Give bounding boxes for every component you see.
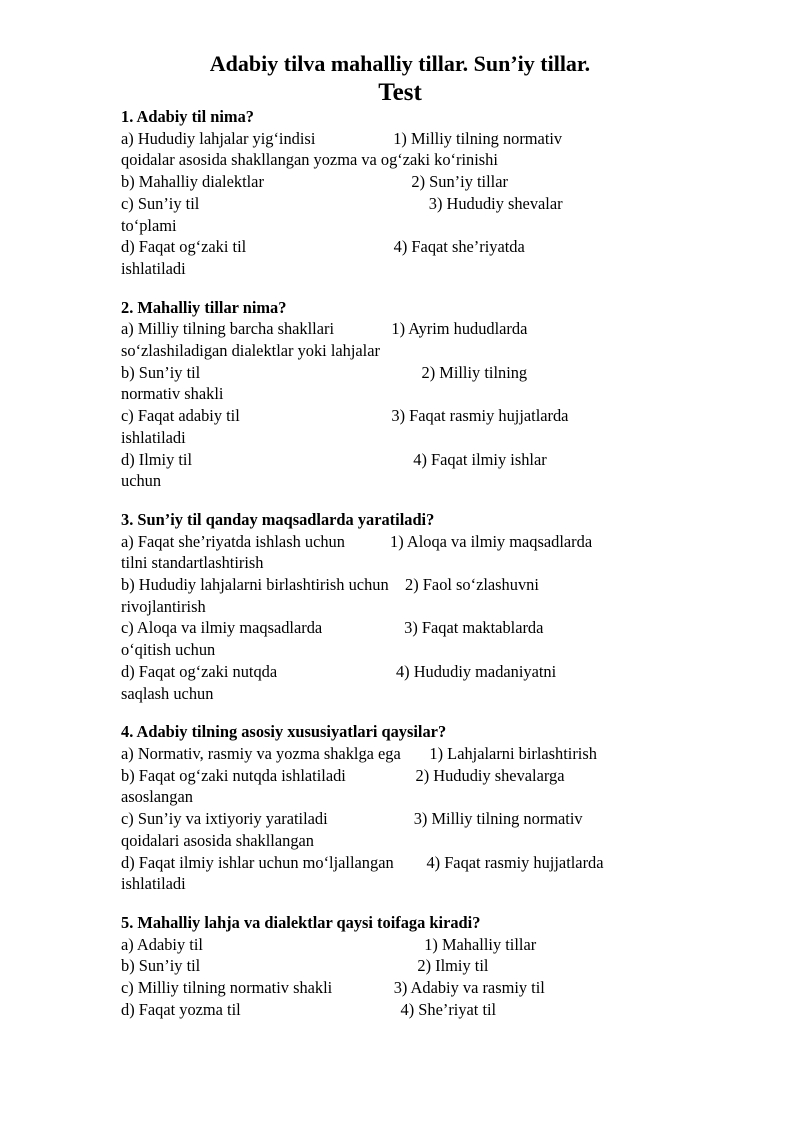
answer-line: c) Milliy tilning normativ shakli 3) Adabiy va rasmiy til [121, 978, 545, 998]
answer-line: qoidalari asosida shakllangan [121, 830, 314, 850]
answer-line: b) Sun’iy til 2) Ilmiy til [121, 956, 489, 976]
question-title: 2. Mahalliy tillar nima? [121, 297, 287, 317]
answer-line: d) Faqat og‘zaki til 4) Faqat she’riyatda [121, 237, 525, 257]
answer-line: d) Faqat og‘zaki nutqda 4) Hududiy madaniyatni [121, 661, 557, 681]
question-title: 3. Sun’iy til qanday maqsadlarda yaratiladi? [121, 509, 435, 529]
answer-line: d) Faqat ilmiy ishlar uchun mo‘ljallangan 4) Faqat rasmiy hujjatlarda [121, 852, 604, 872]
answer-line: to‘plami [121, 215, 177, 235]
answer-line: normativ shakli [121, 384, 224, 404]
answer-line: a) Hududiy lahjalar yig‘indisi 1) Milliy tilning normativ [121, 128, 563, 148]
answer-line: asoslangan [121, 787, 193, 807]
answer-line: uchun [121, 471, 162, 491]
answer-line: tilni standartlashtirish [121, 553, 264, 573]
question-4 [121, 721, 681, 895]
answer-line: rivojlantirish [121, 596, 206, 616]
answer-line: a) Adabiy til 1) Mahalliy tillar [121, 934, 537, 954]
answer-line: b) Hududiy lahjalarni birlashtirish uchun 2) Faol so‘zlashuvni [121, 575, 539, 595]
question-title: 5. Mahalliy lahja va dialektlar qaysi toifaga kiradi? [121, 912, 481, 932]
answer-line: b) Faqat og‘zaki nutqda ishlatiladi 2) Hududiy shevalarga [121, 765, 565, 785]
answer-line: ishlatiladi [121, 427, 186, 447]
answer-line: a) Milliy tilning barcha shakllari 1) Ayrim hududlarda [121, 319, 528, 339]
answer-line: a) Normativ, rasmiy va yozma shaklga ega 1) Lahjalarni birlashtirish [121, 743, 597, 763]
answer-line: a) Faqat she’riyatda ishlash uchun 1) Aloqa va ilmiy maqsadlarda [121, 531, 593, 551]
question-1 [121, 106, 681, 280]
answer-line: d) Ilmiy til 4) Faqat ilmiy ishlar [121, 449, 547, 469]
answer-line: c) Aloqa va ilmiy maqsadlarda 3) Faqat maktablarda [121, 618, 544, 638]
document-title: Adabiy tilva mahalliy tillar. Sun’iy tillar. [209, 51, 591, 76]
question-2 [121, 297, 681, 492]
answer-line: c) Sun’iy va ixtiyoriy yaratiladi 3) Milliy tilning normativ [121, 809, 583, 829]
answer-line: b) Mahalliy dialektlar 2) Sun’iy tillar [121, 172, 508, 192]
answer-line: c) Faqat adabiy til 3) Faqat rasmiy hujjatlarda [121, 406, 569, 426]
answer-line: saqlash uchun [121, 683, 214, 703]
question-3 [121, 509, 681, 704]
answer-line: o‘qitish uchun [121, 640, 216, 660]
answer-line: b) Sun’iy til 2) Milliy tilning [121, 362, 528, 382]
answer-line: ishlatiladi [121, 874, 186, 894]
question-5 [121, 912, 681, 1021]
test-content [121, 106, 681, 1037]
answer-line: d) Faqat yozma til 4) She’riyat til [121, 999, 497, 1019]
answer-line: so‘zlashiladigan dialektlar yoki lahjalar [121, 341, 380, 361]
question-title: 4. Adabiy tilning asosiy xususiyatlari qaysilar? [121, 722, 447, 742]
answer-line: qoidalar asosida shakllangan yozma va og‘zaki ko‘rinishi [121, 150, 498, 170]
answer-line: ishlatiladi [121, 258, 186, 278]
document-subtitle: Test [378, 79, 422, 106]
answer-line: c) Sun’iy til 3) Hududiy shevalar [121, 193, 563, 213]
question-title: 1. Adabiy til nima? [121, 107, 254, 126]
